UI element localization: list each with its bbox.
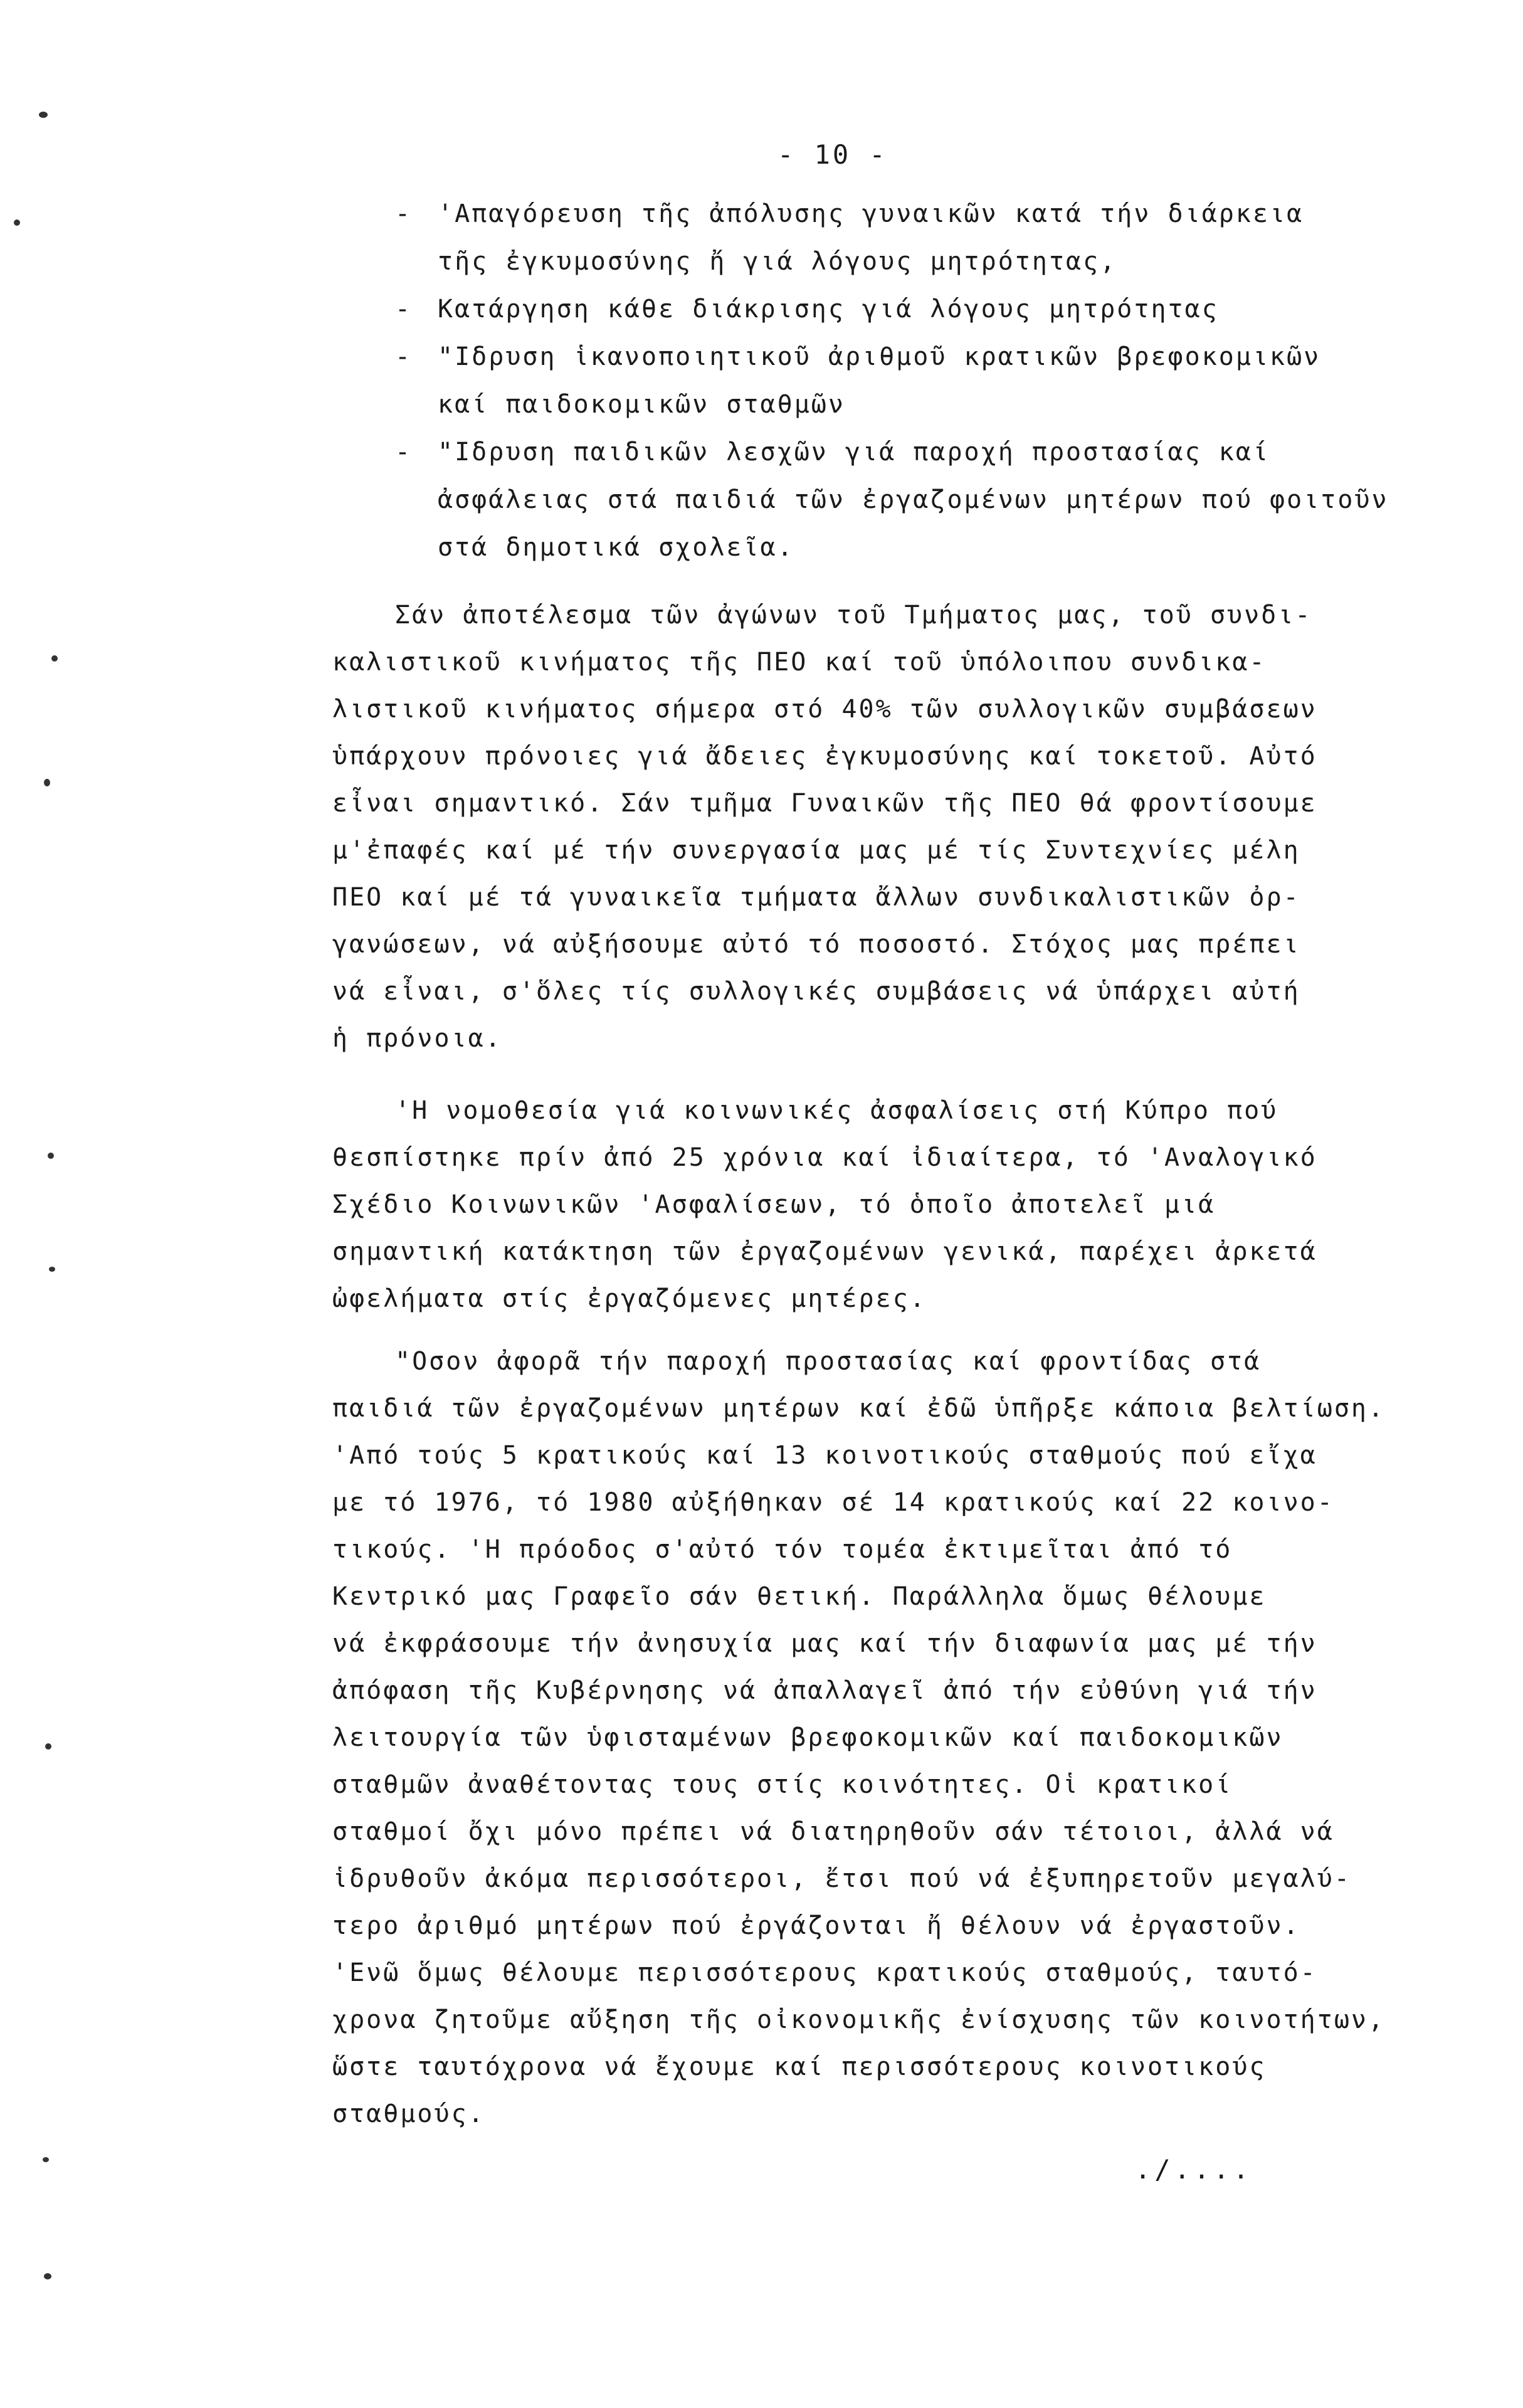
text-line: νά εἶναι, σ'ὅλες τίς συλλογικές συμβάσεις νά ὑπάρχει αὐτή <box>332 977 1300 1006</box>
text-line: με τό 1976, τό 1980 αὐξήθηκαν σέ 14 κρατικούς καί 22 κοινο- <box>332 1488 1334 1517</box>
demands-list <box>395 199 1499 581</box>
text-line: θεσπίστηκε πρίν ἀπό 25 χρόνια καί ἰδιαίτερα, τό 'Αναλογικό <box>332 1143 1317 1172</box>
bullet-dash: - <box>395 438 413 467</box>
bullet-dash: - <box>395 342 413 371</box>
text-line: 'Ενῶ ὅμως θέλουμε περισσότερους κρατικούς σταθμούς, ταυτό- <box>332 1958 1317 1987</box>
paragraph-childcare <box>332 1347 1480 2147</box>
text-line: σταθμοί ὄχι μόνο πρέπει νά διατηρηθοῦν σάν τέτοιοι, ἀλλά νά <box>332 1817 1334 1846</box>
text-line: ὥστε ταυτόχρονα νά ἔχουμε καί περισσότερους κοινοτικούς <box>332 2052 1267 2081</box>
text-line: σταθμούς. <box>332 2099 485 2128</box>
text-line: ἀπόφαση τῆς Κυβέρνησης νά ἀπαλλαγεῖ ἀπό τήν εὐθύνη γιά τήν <box>332 1676 1317 1705</box>
paragraph-collective-agreements <box>332 601 1480 1071</box>
text-line: καλιστικοῦ κινήματος τῆς ΠΕΟ καί τοῦ ὑπόλοιπου συνδικα- <box>332 648 1267 677</box>
list-item-text: "Ιδρυση ἱκανοποιητικοῦ ἀριθμοῦ κρατικῶν βρεφοκομικῶν <box>438 342 1321 371</box>
scan-speck <box>45 1743 51 1750</box>
list-item <box>395 438 1499 485</box>
list-item-text: τῆς ἐγκυμοσύνης ἤ γιά λόγους μητρότητας, <box>438 247 1117 276</box>
text-line: λιστικοῦ κινήματος σήμερα στό 40% τῶν συλλογικῶν συμβάσεων <box>332 695 1317 724</box>
text-line: 'Η νομοθεσία γιά κοινωνικές ἀσφαλίσεις στή Κύπρο πού <box>395 1096 1278 1125</box>
text-line: Σάν ἀποτέλεσμα τῶν ἀγώνων τοῦ Τμήματος μας, τοῦ συνδι- <box>395 601 1312 630</box>
list-item <box>395 485 1499 533</box>
bullet-dash: - <box>395 295 413 324</box>
text-line: χρονα ζητοῦμε αὔξηση τῆς οἰκονομικῆς ἐνίσχυσης τῶν κοινοτήτων, <box>332 2005 1386 2034</box>
list-item-text: 'Απαγόρευση τῆς ἀπόλυσης γυναικῶν κατά τήν διάρκεια <box>438 199 1304 228</box>
list-item-text: στά δημοτικά σχολεῖα. <box>438 533 794 562</box>
list-item-text: ἀσφάλειας στά παιδιά τῶν ἐργαζομένων μητέρων πού φοιτοῦν <box>438 485 1389 514</box>
list-item-text: Κατάργηση κάθε διάκρισης γιά λόγους μητρότητας <box>438 295 1219 324</box>
text-line: ὠφελήματα στίς ἐργαζόμενες μητέρες. <box>332 1284 927 1313</box>
scan-speck <box>49 1267 55 1272</box>
text-line: "Οσον ἀφορᾶ τήν παροχή προστασίας καί φροντίδας στά <box>395 1347 1262 1376</box>
scan-speck <box>43 2157 49 2162</box>
text-line: ἡ πρόνοια. <box>332 1024 502 1053</box>
scan-speck <box>51 655 58 662</box>
text-line: σημαντική κατάκτηση τῶν ἐργαζομένων γενικά, παρέχει ἀρκετά <box>332 1237 1317 1266</box>
scan-speck <box>39 112 48 118</box>
text-line: Σχέδιο Κοινωνικῶν 'Ασφαλίσεων, τό ὁποῖο ἀποτελεῖ μιά <box>332 1190 1216 1219</box>
bullet-dash: - <box>395 199 413 228</box>
text-line: εἶναι σημαντικό. Σάν τμῆμα Γυναικῶν τῆς ΠΕΟ θά φροντίσουμε <box>332 789 1317 818</box>
text-line: παιδιά τῶν ἐργαζομένων μητέρων καί ἐδῶ ὑπῆρξε κάποια βελτίωση. <box>332 1394 1386 1423</box>
list-item <box>395 199 1499 247</box>
text-line: τερο ἀριθμό μητέρων πού ἐργάζονται ἤ θέλουν νά ἐργαστοῦν. <box>332 1911 1300 1940</box>
text-line: ΠΕΟ καί μέ τά γυναικεῖα τμήματα ἄλλων συνδικαλιστικῶν ὀρ- <box>332 883 1300 912</box>
list-item <box>395 247 1499 295</box>
list-item-text: καί παιδοκομικῶν σταθμῶν <box>438 390 845 419</box>
continuation-marker: ./.... <box>1135 2154 1253 2185</box>
text-line: μ'ἐπαφές καί μέ τήν συνεργασία μας μέ τίς Συντεχνίες μέλη <box>332 836 1300 865</box>
text-line: λειτουργία τῶν ὑφισταμένων βρεφοκομικῶν καί παιδοκομικῶν <box>332 1723 1283 1752</box>
scan-speck <box>48 1153 54 1159</box>
text-line: 'Από τούς 5 κρατικούς καί 13 κοινοτικούς σταθμούς πού εἴχα <box>332 1441 1317 1470</box>
list-item <box>395 390 1499 438</box>
text-line: γανώσεων, νά αὐξήσουμε αὐτό τό ποσοστό. Στόχος μας πρέπει <box>332 930 1300 959</box>
scan-speck <box>14 219 20 226</box>
scan-speck <box>44 779 50 786</box>
list-item <box>395 533 1499 581</box>
list-item <box>395 342 1499 390</box>
text-line: τικούς. 'Η πρόοδος σ'αὐτό τόν τομέα ἐκτιμεῖται ἀπό τό <box>332 1535 1233 1564</box>
text-line: ἱδρυθοῦν ἀκόμα περισσότεροι, ἔτσι πού νά ἐξυπηρετοῦν μεγαλύ- <box>332 1864 1351 1893</box>
text-line: νά ἐκφράσουμε τήν ἀνησυχία μας καί τήν διαφωνία μας μέ τήν <box>332 1629 1317 1658</box>
paragraph-social-insurance <box>332 1096 1480 1331</box>
list-item <box>395 295 1499 342</box>
text-line: Κεντρικό μας Γραφεῖο σάν θετική. Παράλληλα ὅμως θέλουμε <box>332 1582 1267 1611</box>
page-number: - 10 - <box>777 139 888 170</box>
scan-speck <box>44 2273 51 2279</box>
text-line: σταθμῶν ἀναθέτοντας τους στίς κοινότητες. Οἱ κρατικοί <box>332 1770 1233 1799</box>
list-item-text: "Ιδρυση παιδικῶν λεσχῶν γιά παροχή προστασίας καί <box>438 438 1270 467</box>
text-line: ὑπάρχουν πρόνοιες γιά ἄδειες ἐγκυμοσύνης καί τοκετοῦ. Αὐτό <box>332 742 1317 771</box>
